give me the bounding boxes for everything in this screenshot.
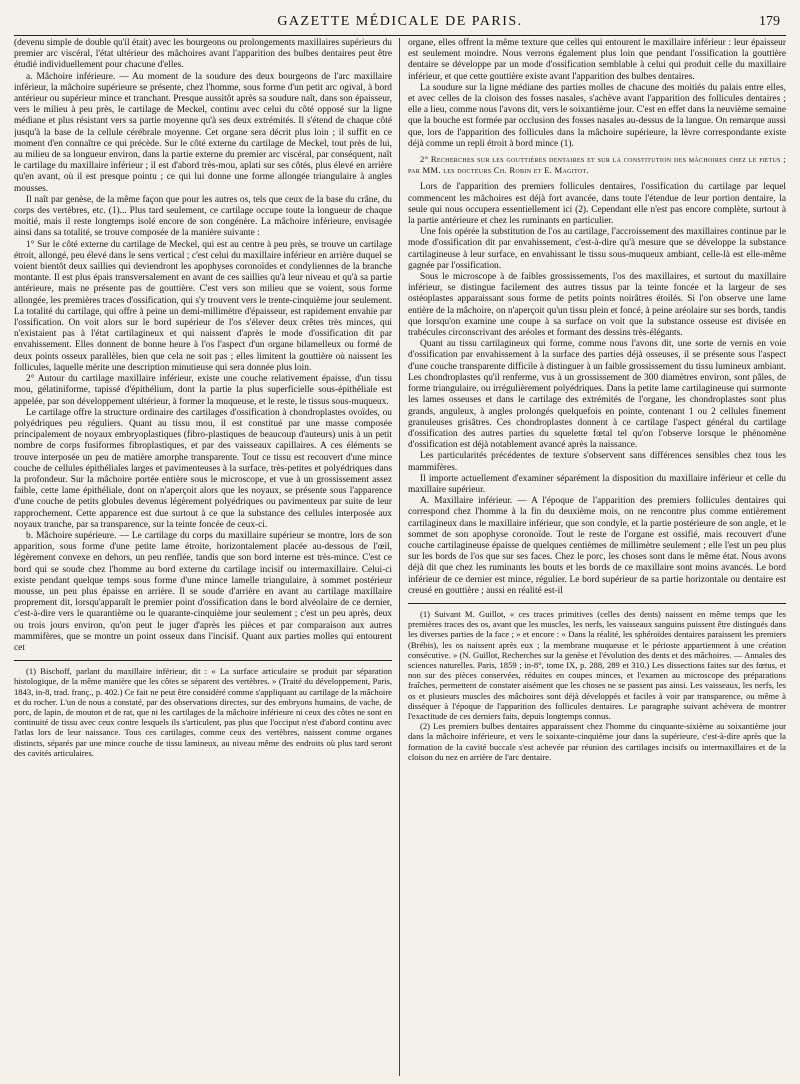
header-rule <box>14 35 786 36</box>
footnote: (1) Bischoff, parlant du maxillaire inférieur, dit : « La surface articulaire se produit par séparation histologique, de la même manière que les côtes se séparent des vertèbres. » (Traité du développement, Paris, 1843, in-8, trad. franç., p. 402.) Ce fait ne peut être considéré comme s'appliquant au cartilage de la mâchoire et du rocher. L'un de nous a constaté, par des observations directes, sur des embryons humains, de vache, de porc, de lapin, de mouton et de rat, que ni les cartilages de la mâchoire inférieure ni ceux des côtes ne sont en continuité de tissu avec ceux contre lesquels ils s'articulent, pas plus que l'occiput n'est d'abord continu avec l'atlas lors de leur naissance. Tous ces cartilages, comme ceux des vertèbres, naissent comme organes distincts, séparés par une mince couche de tissu lamineux, au niveau même des endroits où plus tard seront des cavités articulaires. <box>14 666 392 758</box>
footnote: (1) Suivant M. Guillot, « ces traces primitives (celles des dents) naissent en même temps que les premières traces des os, avant que les muscles, les nerfs, les vaisseaux sanguins puissent être distingués dans les diverses parties de la face ; » et encore : « Dans la réalité, les sphéroïdes dentaires paraissent les premiers (Brébis), les os naissent après eux ; la membrane muqueuse et le périoste appartiennent à une création consécutive. » (N. Guillot, Recherches sur la genèse et l'évolution des dents et des mâchoires. — Annales des sciences naturelles. Paris, 1859 ; in-8°, tome IX, p. 288, 289 et 310.) Les dissections faites sur des fœtus, et non sur des pièces conservées, réduites en coupes minces, et l'examen au microscope des préparations fraîches, permettent de constater aisément que les choses ne se passent pas ainsi. Les vaisseaux, les nerfs, les os et plusieurs muscles des mâchoires sont déjà développés et faciles à voir par transparence, ou même à disséquer à l'époque de l'apparition des follicules dentaires. Le paragraphe suivant achèvera de montrer l'exactitude de ces derniers faits, depuis longtemps connus. <box>408 608 786 721</box>
paragraph: (devenu simple de double qu'il était) avec les bourgeons ou prolongements maxillaires supérieurs du premier arc viscéral, l'état ultérieur des mâchoires avant l'apparition des bulbes dentaires peut être étudié individuellement pour chacune d'elles. <box>14 38 392 71</box>
paragraph: organe, elles offrent la même texture que celles qui entourent le maxillaire inférieur : leur épaisseur est seulement moindre. Nous verrons également plus loin que pendant l'ossification la gouttière dentaire se développe par un mode d'ossification semblable à celui qui produit celle du maxillaire inférieur, et que cette gouttière existe avant l'apparition des bulbes dentaires. <box>408 38 786 82</box>
footnote-rule <box>14 660 392 661</box>
paragraph: Les particularités précédentes de texture s'observent sans différences sensibles chez tous les mammifères. <box>408 451 786 473</box>
paragraph: Lors de l'apparition des premiers follicules dentaires, l'ossification du cartilage par lequel commencent les mâchoires est déjà fort avancée, dans toute l'étendue de leur portion dentaire, la seule qui nous occupera essentiellement ici (2). Cependant elle n'est pas encore complète, surtout à la partie antérieure et chez les ruminants en particulier. <box>408 182 786 227</box>
page-number: 179 <box>759 14 780 29</box>
footnotes <box>408 609 786 762</box>
footnote-rule <box>408 603 786 604</box>
page-header <box>14 14 786 34</box>
footnotes <box>14 666 392 758</box>
footnote: (2) Les premiers bulbes dentaires apparaissent chez l'homme du cinquante-sixième au soixantième jour dans la mâchoire inférieure, et vers le soixante-cinquième jour dans la supérieure, c'est-à-dire après que la formation de la cavité buccale s'est achevée par réunion des cartilages incisifs ou intermaxillaires et de la cloison du nez en arrière de l'arc dentaire. <box>408 721 786 762</box>
paragraph: Il naît par genèse, de la même façon que pour les autres os, tels que ceux de la base du crâne, du corps des vertèbres, etc. (1)... Plus tard seulement, ce cartilage occupe toute la longueur de chaque moitié, mais il reste longtemps isolé encore de son congénère. La mâchoire inférieure, envisagée ainsi dans sa totalité, se trouve composée de la manière suivante : <box>14 194 392 239</box>
paragraph: Le cartilage offre la structure ordinaire des cartilages d'ossification à chondroplastes ovoïdes, ou polyédriques peu réguliers. Quant au tissu mou, il est constitué par une masse composée principalement de noyaux embryoplastiques (fibro-plastiques de beaucoup d'auteurs) unis à un petit nombre de corps fusiformes fibroplastiques, et par des vaisseaux capillaires. A ces éléments se trouve interposée un peu de matière amorphe transparente. Tout ce tissu est recouvert d'une mince couche de cellules épithéliales larges et pavimenteuses à la surface, très-petites et polyédriques dans la profondeur. Sur la mâchoire portée entière sous le microscope, et vue à un grossissement assez faible, cette lame épithéliale, dont on n'aperçoit alors que les noyaux, se présente sous l'apparence d'une couche de petits globules devenus légèrement polyédriques ou pavimenteux par suite de leur rapprochement. Cette apparence est due surtout à ce que la substance des cellules interposée aux noyaux tranche, par sa transparence, sur la teinte foncée de ceux-ci. <box>14 407 392 530</box>
column-divider <box>399 38 400 1076</box>
paragraph: 1° Sur le côté externe du cartilage de Meckel, qui est au centre à peu près, se trouve un cartilage étroit, allongé, peu élevé dans le sens vertical ; c'est celui du maxillaire inférieur en arrière duquel se voient bientôt deux saillies qui deviendront les apophyses coronoïdes et condyliennes de la branche montante. Il est plus épais transversalement en avant de ces saillies qu'à leur niveau et qu'à sa partie antérieure, mais ne présente pas de gouttière. C'est vers son milieu que se voient, sous forme allongée, les premières traces d'ossification, qui s'y trouvent vers le trente-cinquième jour seulement. La totalité du cartilage, qui offre à peine un demi-millimètre d'épaisseur, est rapidement envahie par l'ossification. On voit alors sur le bord supérieur de l'os s'élever deux crêtes très minces, qui n'existaient pas à l'état cartilagineux et qui naissent d'après le mode d'ossification dit par envahissement. Elles donnent de bonne heure à l'os l'aspect d'un organe bilamelleux ou formé de deux points osseux parallèles, bien que cela ne soit pas ; elles limitent la gouttière où naissent les follicules, laquelle mérite une description minutieuse qui sera donnée plus loin. <box>14 239 392 373</box>
paragraph: a. Mâchoire inférieure. — Au moment de la soudure des deux bourgeons de l'arc maxillaire inférieur, la mâchoire supérieure se présente, chez l'homme, sous forme d'un petit arc ogival, à bord antérieur ou supérieur mince et tranchant. Presque aussitôt après sa soudure naît, dans son épaisseur, vers le milieu à peu près, le cartilage de Meckel, continu avec celui du côté opposé sur la ligne médiane et plus résistant vers sa partie moyenne qu'à ses deux extrémités. Il s'étend de chaque côté jusqu'à la base de la cellule cérébrale moyenne. Cet organe sera décrit plus loin ; il suffit en ce moment d'en connaître ce qui précède. Sur le côté externe du cartilage de Meckel, tout près de lui, au milieu de sa longueur environ, dans la partie externe du premier arc viscéral, par conséquent, naît le cartilage du maxillaire inférieur ; il est d'abord très-mou, aplati sur ses côtés, plus élevé en arrière qu'en avant, où il est presque pointu ; ce qui lui donne une forme allongée triangulaire à angles mousses. <box>14 71 392 194</box>
paragraph: Il importe actuellement d'examiner séparément la disposition du maxillaire inférieur et celle du maxillaire supérieur. <box>408 473 786 495</box>
left-column <box>14 38 392 1076</box>
journal-title: GAZETTE MÉDICALE DE PARIS. <box>277 14 523 29</box>
section-heading: 2° Recherches sur les gouttières dentaires et sur la constitution des mâchoires chez le fœtus ; par MM. les docteurs Ch. Robin et E. Magitot. <box>408 154 786 176</box>
right-column <box>408 38 786 1076</box>
paragraph: A. Maxillaire inférieur. — A l'époque de l'apparition des premiers follicules dentaires qui correspond chez l'homme à la fin du deuxième mois, on ne rencontre plus comme entièrement cartilagineux dans le maxillaire inférieur, que son condyle, et la partie postérieure de son angle, et le sommet de son apophyse coronoïde. Tout le reste de l'organe est ossifié, mais recouvert d'une couche cartilagineuse épaisse de quelques centièmes de millimètre seulement ; elle l'est un peu plus sur les bords de l'os que sur ses faces. Chez le porc, les choses sont dans le même état. Nous avons déjà dit que chez les ruminants les bouts et les bords de ce maxillaire sont moins avancés. Le bord inférieur de ce dernier est mince, régulier. Le bord supérieur de sa partie horizontale ou dentaire est creusé en gouttière ; aussi en réalité est-il <box>408 496 786 596</box>
paragraph: Quant au tissu cartilagineux qui forme, comme nous l'avons dit, une sorte de vernis en voie d'ossification par envahissement à la surface des parties déjà osseuses, il se présente sous l'aspect d'une couche transparente difficile à distinguer à un faible grossissement du tissu lumineux ambiant. Les chondroplastes qu'il renferme, vus à un grossissement de 300 diamètres environ, sont pâles, de forme triangulaire, ou irrégulièrement polyédriques. Dans la petite lame cartilagineuse qui surmonte les lames osseuses et dans le cartilage des extrémités de l'organe, les chondroplastes sont plus grands, anguleux, à angles prolongés quelquefois en pointe, contenant 1 ou 2 cellules finement granuleuses grisâtres. Ces chondroplastes donnent à ce cartilage l'aspect général du cartilage d'ossification des autres parties du squelette fœtal tel qu'on l'observe lorsque le phénomène d'ossification est déjà notablement avancé après la naissance. <box>408 339 786 451</box>
paragraph: La soudure sur la ligne médiane des parties molles de chacune des moitiés du palais entre elles, et avec celles de la cloison des fosses nasales, s'achève avant l'apparition des follicules dentaires ; elle a lieu, comme nous l'avons dit, vers le soixantième jour. C'est en effet dans la neuvième semaine que la bouche est formée par occlusion des fosses nasales au-dessus de la langue. On remarque aussi que, lors de l'apparition des follicules dans la mâchoire supérieure, la lèvre correspondante existe déjà comme un repli étroit à bord mince (1). <box>408 82 786 149</box>
paragraph: 2° Autour du cartilage maxillaire inférieur, existe une couche relativement épaisse, d'un tissu mou, gélatiniforme, tapissé d'épithélium, dont la partie la plus superficielle sous-épithéliale est appelée, par son développement ultérieur, à former la muqueuse, et le reste, le tissus sous-muqueux. <box>14 374 392 407</box>
paragraph: b. Mâchoire supérieure. — Le cartilage du corps du maxillaire supérieur se montre, lors de son apparition, sous forme d'une petite lame étroite, horizontalement placée au-dessous de l'œil, légèrement convexe en dehors, un peu renflée, tandis que son bord interne est très-mince. C'est ce bord qui se soude chez l'homme au bord externe du cartilage incisif ou intermaxillaire. Celui-ci existe pendant quelque temps sous forme d'une mince lamelle triangulaire, à sommet postérieur mousse, un peu plus épaisse en arrière. Il se soude d'arrière en avant au cartilage maxillaire proprement dit, lorsqu'apparaît le premier point d'ossification dans le bord alvéolaire de ce dernier, c'est-à-dire vers le quarantième ou le quarante-cinquième jour seulement ; c'est un peu après, deux ou trois jours environ, qu'on peut le juger d'après les pièces et par comparaison aux autres mammifères, que se montre un point osseux dans l'incisif. Quant aux parties molles qui entourent cet <box>14 530 392 653</box>
paragraph: Sous le microscope à de faibles grossissements, l'os des maxillaires, et surtout du maxillaire inférieur, se distingue facilement des autres tissus par la teinte foncée et la largeur de ses ostéoplastes apparaissant sous forme de petits points noirâtres étoilés. Si l'on observe une lame entière de la mâchoire, on n'aperçoit qu'un tissu plein et foncé, à peine aréolaire sur ses bords, tandis que lorsqu'on examine une coupe à sa surface on voit que la substance osseuse est divisée en trabécules circonscrivant des aréoles et formant des dessins très-élégants. <box>408 272 786 339</box>
paragraph: Une fois opérée la substitution de l'os au cartilage, l'accroissement des maxillaires continue par le mode d'ossification dit par envahissement, c'est-à-dire qu'à mesure que se développe la substance cartilagineuse à leur surface, en envahissant le tissu sous-muqueux ambiant, celle-là est elle-même gagnée par l'ossification. <box>408 227 786 271</box>
